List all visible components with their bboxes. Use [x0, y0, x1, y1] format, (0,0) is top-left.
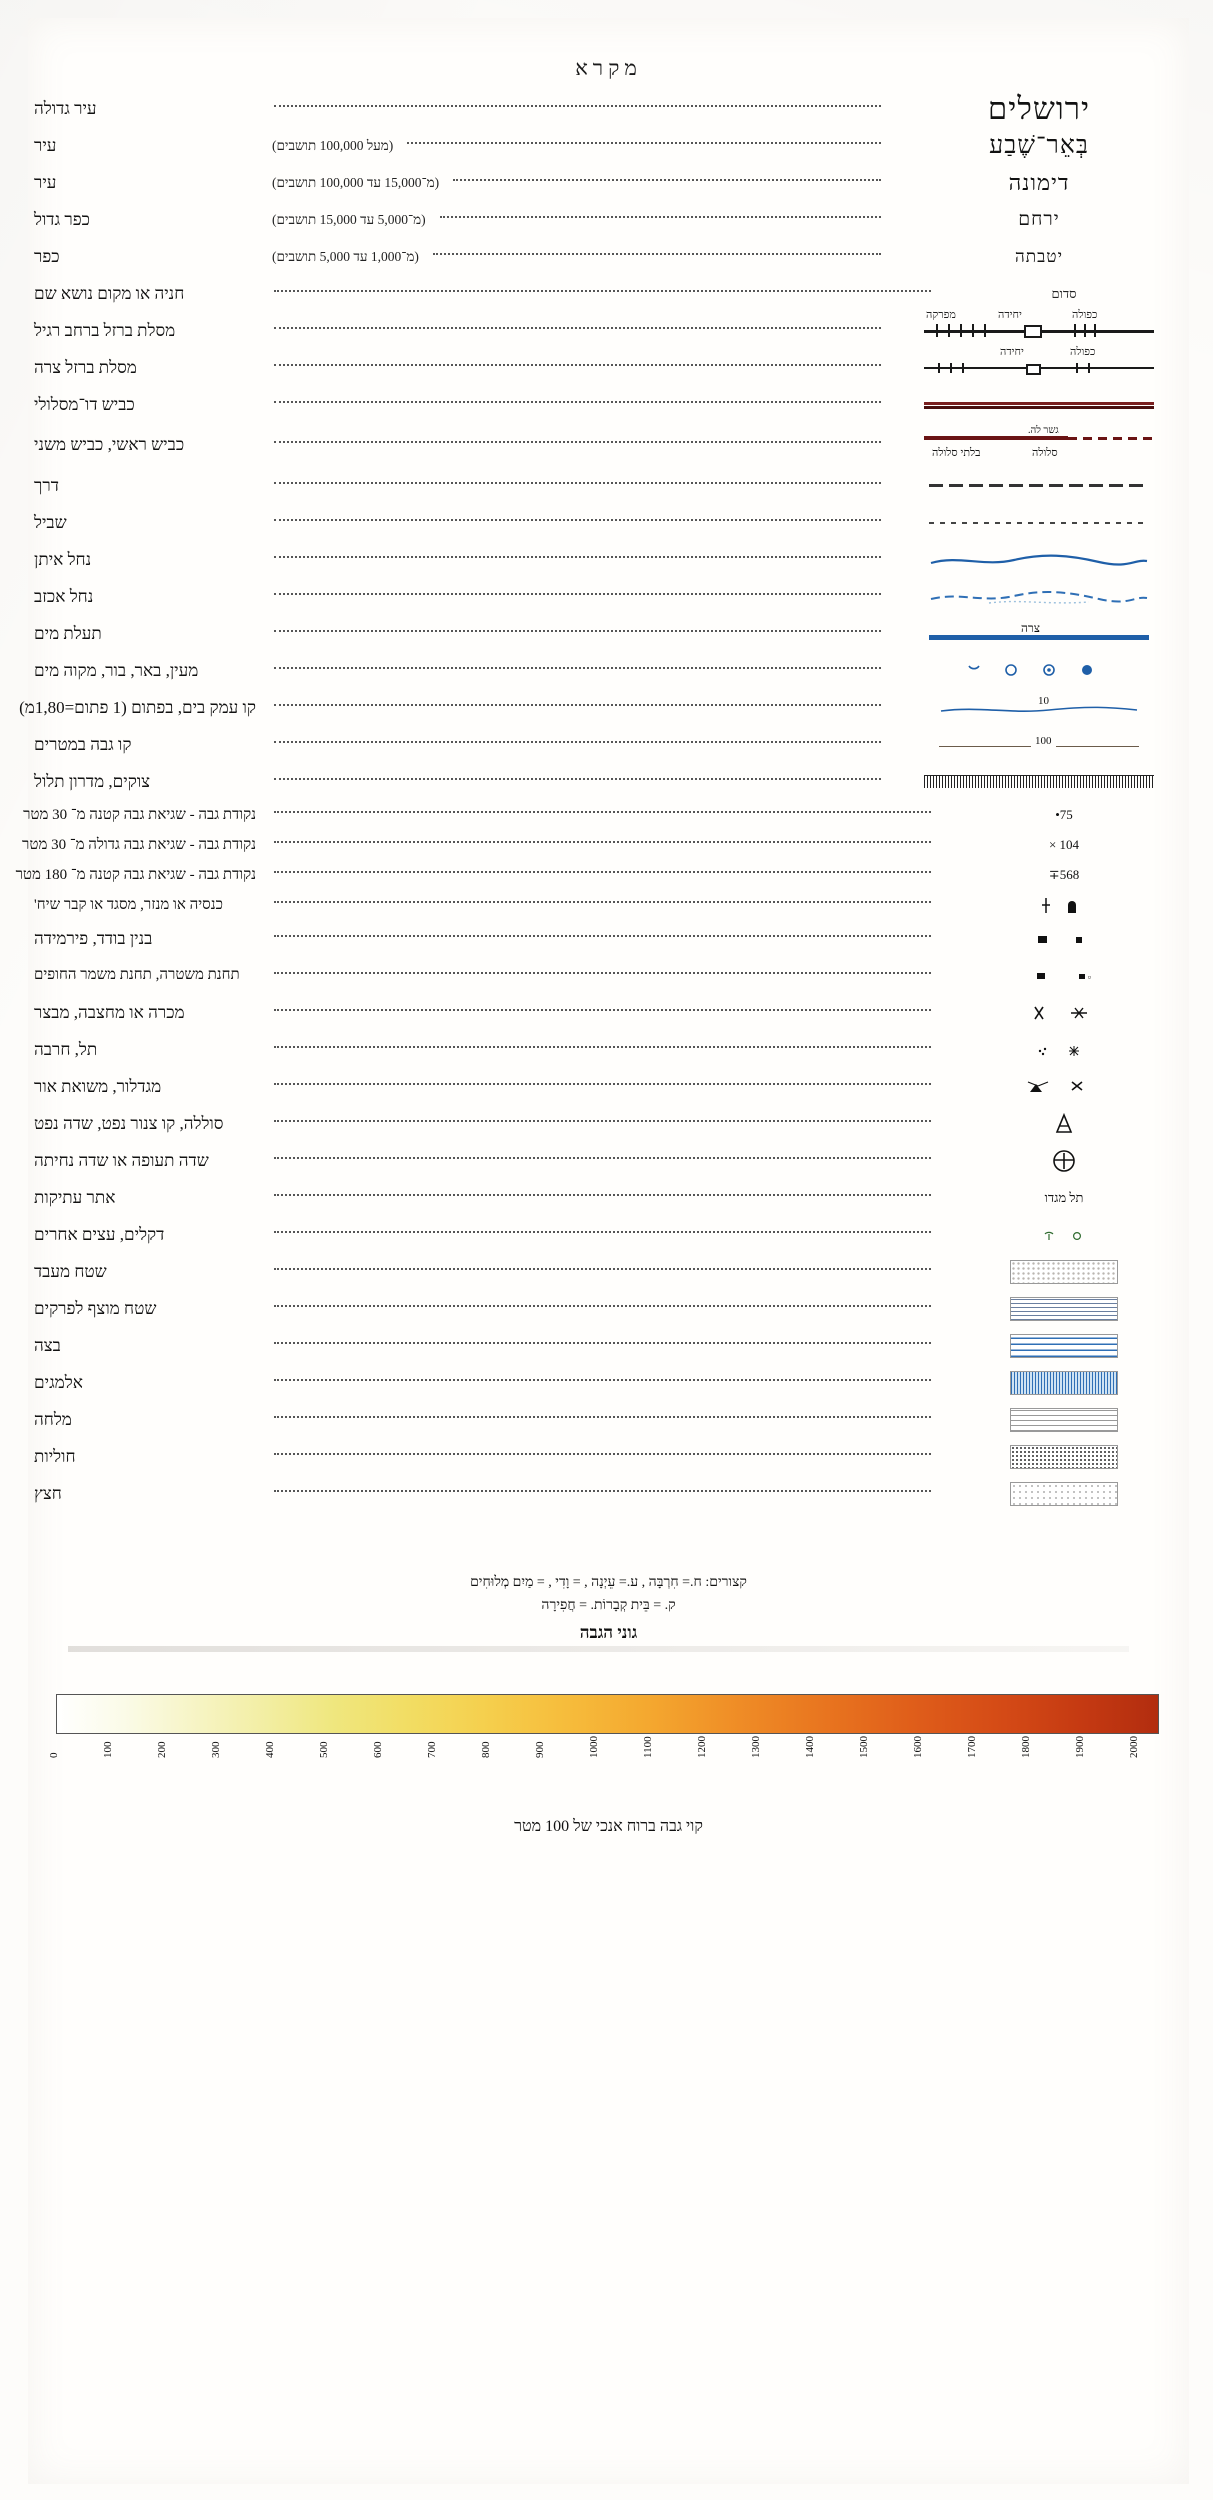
legend-row-sand-dunes [28, 1438, 1189, 1475]
legend-label: מגדלור, משואת אור [34, 1076, 162, 1096]
legend-symbol [939, 830, 1189, 860]
legend-symbol [889, 390, 1189, 420]
legend-symbol [889, 730, 1189, 760]
antiquities-sample-label: תל מגדו [1044, 1189, 1084, 1205]
leader-dots [440, 215, 881, 218]
legend-label: דקלים, עצים אחרים [34, 1224, 165, 1244]
legend-symbol [889, 693, 1189, 723]
scale-tick: 1800 [1020, 1736, 1032, 1758]
legend-label: דרך [34, 475, 59, 495]
canal-tag-narrow: צרה [1021, 620, 1041, 635]
trees-icon [1029, 1226, 1099, 1244]
legend-label small: תעלת מים [34, 623, 102, 643]
legend-label: בצה [34, 1335, 61, 1355]
legend-symbol [939, 1109, 1189, 1139]
leader-dots [274, 971, 931, 974]
scale-tick: 800 [480, 1741, 492, 1758]
legend-symbol [939, 1220, 1189, 1250]
legend-symbol [889, 656, 1189, 686]
legend-row-coral [28, 1364, 1189, 1401]
legend-symbol [889, 345, 1189, 383]
legend-label: כביש ראשי, כביש משני [34, 435, 185, 454]
spot-height-value: 568 [1059, 867, 1080, 882]
legend-row-large-village [28, 201, 1189, 238]
canal-icon [929, 620, 1149, 645]
sample-place-name: ירחם [1018, 208, 1060, 230]
legend-label: שטח מוצף לפרקים [34, 1298, 157, 1318]
marsh-swatch [1010, 1334, 1118, 1358]
legend-row-village [28, 238, 1189, 275]
legend-row-spot-height-small [23, 800, 1189, 830]
depth-contour-icon [939, 694, 1139, 718]
legend-symbol [939, 1146, 1189, 1176]
railway-tag-double: כפולה [1070, 345, 1096, 358]
legend-label small: קו עמק בים, בפתום (1 פתום=1,80מ) [19, 697, 256, 717]
leader-dots [274, 363, 881, 366]
leader-dots [433, 252, 881, 255]
legend-symbol [939, 1072, 1189, 1102]
scale-tick: 500 [318, 1741, 330, 1758]
leader-dots [274, 777, 881, 780]
legend-symbol [939, 860, 1189, 890]
legend-label: תל, חרבה [34, 1039, 98, 1059]
legend-label: קו גבה במטרים [34, 734, 132, 754]
legend-row-spot-height-large [22, 830, 1189, 860]
legend-symbol [939, 1257, 1189, 1287]
legend-label: עיר [34, 172, 57, 192]
leader-dots [274, 400, 881, 403]
leader-dots [274, 1304, 931, 1307]
spot-height-value: 75 [1059, 807, 1073, 822]
legend-row-spot-height-180 [15, 860, 1189, 890]
legend-symbol [939, 1183, 1189, 1213]
mine-quarry-fort-icon [1019, 1003, 1109, 1023]
legend-symbol [939, 890, 1189, 920]
map-legend-sheet [15, 18, 1189, 2484]
legend-row-city [28, 127, 1189, 164]
legend-label: נחל איתן [34, 549, 92, 569]
scale-tick: 900 [534, 1741, 546, 1758]
legend-row-antiquities [28, 1179, 1189, 1216]
legend-row-religious [28, 890, 1189, 920]
legend-label: עיר גדולה [34, 98, 97, 118]
legend-symbol [939, 1368, 1189, 1398]
legend-row-gravel [28, 1475, 1189, 1512]
leader-dots [274, 1045, 931, 1048]
leader-dots [274, 481, 881, 484]
leader-dots [274, 555, 881, 558]
legend-label: סוללה, קו צנור נפט, שדה נפט [34, 1113, 224, 1133]
legend-row-salt-flat [28, 1401, 1189, 1438]
leader-dots [274, 1341, 931, 1344]
gravel-swatch [1010, 1482, 1118, 1506]
legend-symbol [889, 308, 1189, 346]
legend-note: (מ־15,000 עד 100,000 תושבים) [272, 174, 440, 190]
legend-symbol [939, 1331, 1189, 1361]
water-points-icon [959, 660, 1119, 682]
legend-label: כביש דו־מסלולי [34, 394, 135, 414]
leader-dots [274, 326, 881, 329]
scale-tick: 1200 [696, 1736, 708, 1758]
legend-row-cultivated [28, 1253, 1189, 1290]
legend-label: נקודת גבה - שגיאת גבה קטנה מ־ 180 מטר [15, 866, 256, 883]
legend-label: שדה תעופה או שדה נחיתה [34, 1150, 209, 1170]
legend-label: שביל [34, 512, 67, 532]
scale-tick: 1000 [588, 1736, 600, 1758]
scale-tick: 1300 [750, 1736, 762, 1758]
leader-dots [274, 1489, 931, 1492]
railway-standard-icon [924, 308, 1154, 344]
leader-dots [274, 1378, 931, 1381]
legend-label: נקודת גבה - שגיאת גבה גדולה מ־ 30 מטר [22, 836, 256, 853]
legend-symbol [889, 90, 1189, 126]
legend-symbol [939, 924, 1189, 954]
legend-row-canal [28, 615, 1189, 652]
legend-symbol [889, 131, 1189, 161]
scale-tick: 100 [102, 1741, 114, 1758]
leader-dots [274, 666, 881, 669]
sample-place-name: סדום [1051, 285, 1077, 301]
leader-dots [274, 440, 881, 443]
leader-dots [274, 1082, 931, 1085]
scale-tick: 1600 [912, 1736, 924, 1758]
railway-tag-junction: מפרקה [926, 308, 956, 321]
legend-row-tell-ruin [28, 1031, 1189, 1068]
legend-symbol [939, 961, 1189, 991]
legend-symbol [939, 1442, 1189, 1472]
legend-label: שטח מעבד [34, 1261, 107, 1281]
legend-note: (מ־1,000 עד 5,000 תושבים) [272, 248, 419, 264]
legend-label: מסלת ברזל צרה [34, 357, 137, 377]
legend-row-seasonally-flooded [28, 1290, 1189, 1327]
legend-row-cliff [28, 763, 1189, 800]
leader-dots [274, 900, 931, 903]
cliff-icon [924, 775, 1154, 788]
legend-row-track [28, 467, 1189, 504]
legend-label: חצץ [34, 1483, 62, 1503]
legend-symbol [889, 425, 1189, 465]
scale-tick: 2000 [1128, 1736, 1140, 1758]
legend-label: אלמגים [34, 1372, 83, 1392]
legend-row-path [28, 504, 1189, 541]
tell-ruin-icon [1024, 1042, 1104, 1058]
leader-dots [274, 1193, 931, 1196]
spot-height-cross-icon: × 104 [1048, 837, 1080, 852]
legend-row-oil [28, 1105, 1189, 1142]
dual-carriageway-icon [924, 401, 1154, 409]
legend-symbol [939, 1035, 1189, 1065]
leader-dots [274, 104, 881, 107]
scale-tick: 200 [156, 1741, 168, 1758]
building-pyramid-icon [1024, 931, 1104, 947]
flooded-area-swatch [1010, 1297, 1118, 1321]
legend-symbol [889, 619, 1189, 649]
abbreviations-line-2: ק. = בֵּית קְבָרוֹת. = חֲפִירָה [541, 1598, 676, 1613]
legend-symbol [889, 205, 1189, 235]
scale-tick: 1500 [858, 1736, 870, 1758]
legend-symbol [889, 545, 1189, 575]
legend-row-elevation-contour [28, 726, 1189, 763]
leader-dots [274, 810, 931, 813]
abbreviations-line-1: קצורים: ח.= חִרְבָּה , ע.= עֵיְנָה , = וָדִי , = מַיִם מְלוּחִים [470, 1575, 747, 1590]
legend-note: (מ־5,000 עד 15,000 תושבים) [272, 211, 426, 227]
cultivated-area-swatch [1010, 1260, 1118, 1284]
salt-flat-swatch [1010, 1408, 1118, 1432]
legend-row-dual-carriageway [28, 386, 1189, 423]
scale-tick: 1400 [804, 1736, 816, 1758]
scale-tick: 1900 [1074, 1736, 1086, 1758]
scale-tick: 1700 [966, 1736, 978, 1758]
legend-note: (מעל 100,000 תושבים) [272, 137, 394, 153]
height-scale-ticks [48, 1694, 1159, 1758]
legend-row-building [28, 920, 1189, 957]
leader-dots [274, 1230, 931, 1233]
legend-row-depth-contour [19, 689, 1189, 726]
road-tag-paved: סלולה [1032, 447, 1058, 459]
leader-dots [274, 1267, 931, 1270]
perennial-stream-icon [929, 551, 1149, 569]
scale-tick: 300 [210, 1741, 222, 1758]
legend-label: אתר עתיקות [34, 1187, 116, 1207]
legend-row-lighthouse [28, 1068, 1189, 1105]
legend-symbol [939, 279, 1189, 309]
legend-row-marsh [28, 1327, 1189, 1364]
legend-row-town [28, 164, 1189, 201]
leader-dots [274, 592, 881, 595]
legend-label: נקודת גבה - שגיאת גבה קטנה מ־ 30 מטר [23, 806, 256, 823]
leader-dots [274, 740, 881, 743]
church-mosque-icon [1034, 895, 1094, 915]
airfield-icon [1044, 1148, 1084, 1174]
legend-symbol [889, 168, 1189, 198]
heights-title: גוני הגבה [579, 1623, 638, 1642]
contour-value: 100 [1031, 735, 1056, 747]
sand-dunes-swatch [1010, 1445, 1118, 1469]
legend-label: כפר [34, 246, 60, 266]
legend-row-water-points [28, 652, 1189, 689]
sample-place-name: בְּאֵר־שֶׁבַע [989, 131, 1089, 159]
legend-label: תחנת משטרה, תחנת משמר החופים [34, 967, 240, 983]
leader-dots [274, 1008, 931, 1011]
spot-height-plus-icon: ∓568 [1048, 867, 1080, 882]
scale-footer-text: קוי גבה ברוח אנכי של 100 מטר [514, 1818, 703, 1835]
legend-label: מלחה [34, 1409, 72, 1429]
wadi-icon [929, 588, 1149, 606]
leader-dots [274, 870, 931, 873]
main-road-icon [924, 425, 1154, 465]
leader-dots [274, 629, 881, 632]
legend-label: כנסיה או מנזר, מסגד או קבר שיח' [34, 896, 223, 913]
legend-row-perennial-stream [28, 541, 1189, 578]
leader-dots [274, 703, 881, 706]
oil-derrick-icon [1034, 1112, 1094, 1136]
legend-symbol [889, 767, 1189, 797]
legend-label: בנין בודד, פירמידה [34, 928, 153, 948]
leader-dots [274, 289, 931, 292]
legend-label: כפר גדול [34, 209, 90, 229]
railway-tag-single: יחידה [1000, 345, 1024, 358]
leader-dots [274, 840, 931, 843]
spot-height-value: 104 [1059, 837, 1080, 852]
legend-row-railway-narrow [28, 345, 1189, 386]
legend-symbol [889, 471, 1189, 501]
legend-row-trees [28, 1216, 1189, 1253]
railway-narrow-icon [924, 345, 1154, 381]
legend-label: עיר [34, 135, 57, 155]
coral-swatch [1010, 1371, 1118, 1395]
police-station-icon [1019, 968, 1109, 984]
legend-label: חוליות [34, 1446, 76, 1466]
path-icon [929, 522, 1149, 524]
legend-label: צוקים, מדרון תלול [34, 771, 151, 791]
legend-row-railway-standard [28, 308, 1189, 349]
leader-dots [274, 1156, 931, 1159]
scale-tick-0: 0 [48, 1752, 60, 1758]
scale-tick: 700 [426, 1741, 438, 1758]
legend-symbol [889, 242, 1189, 272]
leader-dots [274, 1415, 931, 1418]
legend-symbol [939, 1294, 1189, 1324]
paper-smudge [68, 1646, 1129, 1652]
scale-tick: 400 [264, 1741, 276, 1758]
track-icon [929, 484, 1149, 487]
legend-row-named-place [28, 275, 1189, 312]
legend-symbol [939, 1479, 1189, 1509]
sample-place-name: דימונה [1008, 169, 1070, 195]
leader-dots [407, 141, 881, 144]
lighthouse-icon [1014, 1076, 1114, 1098]
legend-label: מכרה או מחצבה, מבצר [34, 1002, 185, 1022]
legend-label: מסלת ברזל ברחב רגיל [34, 320, 176, 340]
elevation-contour-icon [939, 735, 1139, 755]
legend-rows [15, 90, 1189, 1512]
sample-place-name: ירושלים [987, 90, 1091, 126]
road-tag-bridge: גשר לה. [1028, 425, 1059, 436]
legend-symbol [939, 998, 1189, 1028]
scale-tick: 600 [372, 1741, 384, 1758]
legend-symbol [889, 508, 1189, 538]
railway-tag-double: כפולה [1072, 308, 1098, 321]
legend-row-main-road [28, 423, 1189, 467]
sample-place-name: יטבתה [1014, 246, 1064, 266]
legend-label small: מעין, באר, בור, מקוה מים [34, 660, 199, 680]
legend-row-wadi [28, 578, 1189, 615]
leader-dots [274, 518, 881, 521]
railway-tag-single: יחידה [998, 308, 1022, 321]
svg-text:▫: ▫ [1087, 971, 1091, 982]
legend-symbol [939, 1405, 1189, 1435]
legend-row-police [28, 957, 1189, 994]
road-tag-unpaved: בלתי סלולה [932, 447, 981, 459]
leader-dots [274, 1452, 931, 1455]
legend-symbol [939, 800, 1189, 830]
legend-row-airfield [28, 1142, 1189, 1179]
leader-dots [453, 178, 881, 181]
leader-dots [274, 934, 931, 937]
spot-height-dot-icon: •75 [1055, 807, 1073, 822]
legend-row-mine-fort [28, 994, 1189, 1031]
depth-value: 10 [1035, 695, 1052, 707]
legend-label: נחל אכזב [34, 586, 94, 606]
legend-row-big-city [28, 90, 1189, 127]
legend-symbol [889, 582, 1189, 612]
legend-label: חניה או מקום נושא שם [34, 283, 185, 303]
scale-tick: 1100 [642, 1736, 654, 1758]
leader-dots [274, 1119, 931, 1122]
page-title: מקרא [575, 56, 642, 80]
